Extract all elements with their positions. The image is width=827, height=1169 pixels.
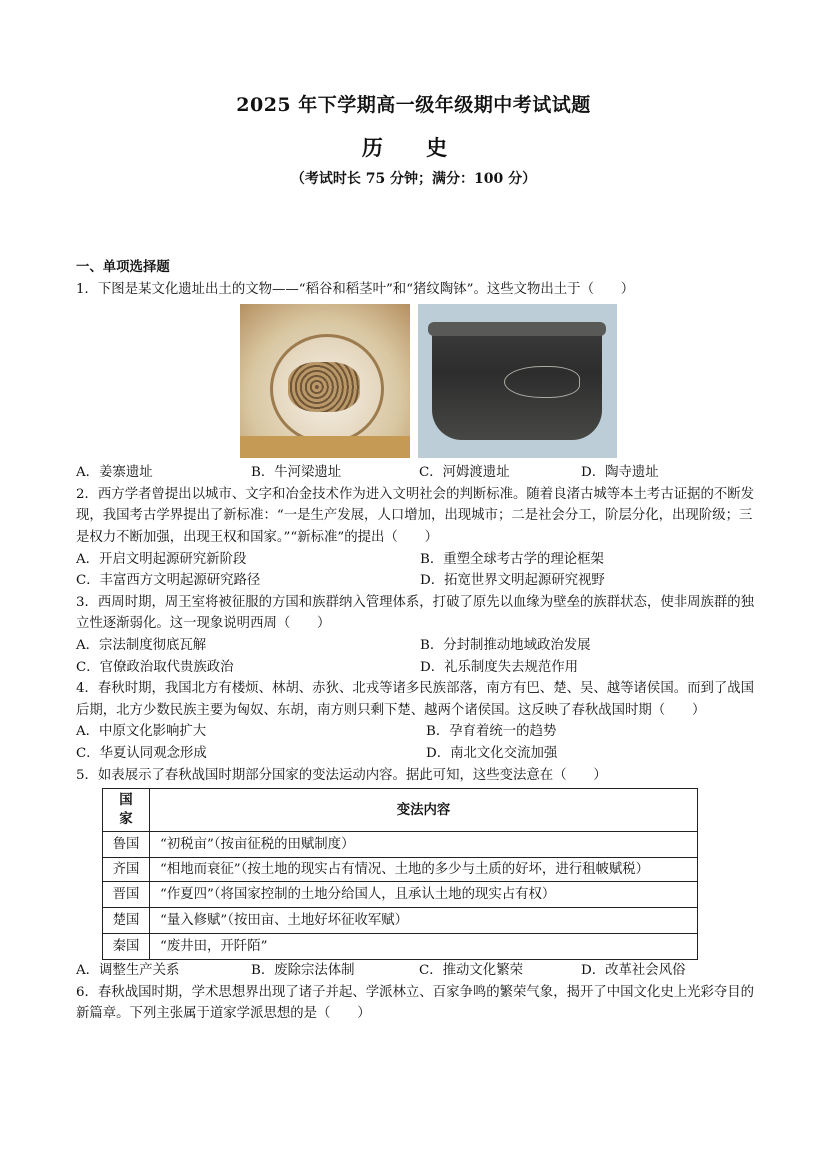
table-row [103, 934, 698, 960]
table-row [103, 832, 698, 858]
table-row [103, 908, 698, 934]
content-cell: “作夏四”（将国家控制的土地分给国人，且承认土地的现实占有权） [150, 882, 698, 908]
question-3-text: 3．西周时期，周王室将被征服的方国和族群纳入管理体系，打破了原先以血缘为壁垒的族群状态，使非周族群的独立性逐渐弱化。这一现象说明西周（ ） [76, 594, 755, 632]
option-d[interactable]: D．改革社会风俗 [581, 963, 686, 979]
rice-grains [288, 362, 360, 412]
option-a[interactable]: A．宗法制度彻底瓦解 [76, 637, 207, 653]
question-4-text: 4．春秋时期，我国北方有楼烦、林胡、赤狄、北戎等诸多民族部落，南方有巴、楚、吴、越等诸侯国。而到了战国后期，北方少数民族主要为匈奴、东胡，南方则只剩下楚、越两个诸侯国。这反映了春秋战国时期（ ） [76, 681, 755, 718]
display-stand [240, 436, 410, 458]
table-row [103, 882, 698, 908]
option-c[interactable]: C．推动文化繁荣 [419, 963, 523, 979]
pig-pattern-bowl-photo [418, 304, 617, 458]
exam-note: （考试时长 75 分钟；满分：100 分） [290, 171, 537, 187]
option-b[interactable]: B．分封制推动地域政治发展 [420, 637, 591, 653]
question-2-options-ab [76, 549, 756, 571]
table-row [103, 858, 698, 882]
question-1-options [76, 462, 756, 484]
option-c[interactable]: C．河姆渡遗址 [419, 465, 510, 481]
question-5-text: 5．如表展示了春秋战国时期部分国家的变法运动内容。据此可知，这些变法意在（ ） [76, 767, 607, 783]
content-cell: “量入修赋”（按田亩、土地好坏征收军赋） [150, 908, 698, 934]
option-a[interactable]: A．开启文明起源研究新阶段 [76, 551, 247, 567]
rice-grain-photo [240, 304, 410, 458]
option-a[interactable]: A．调整生产关系 [76, 963, 180, 979]
option-b[interactable]: B．孕育着统一的趋势 [426, 724, 557, 740]
table-header-row [103, 789, 698, 832]
country-cell: 楚国 [103, 908, 150, 934]
header-country: 国家 [103, 789, 150, 832]
content-cell: “初税亩”（按亩征税的田赋制度） [150, 832, 698, 858]
subject-title: 历 史 [361, 135, 466, 160]
question-3-options-cd [76, 657, 756, 679]
option-b[interactable]: B．废除宗法体制 [251, 963, 355, 979]
question-5-options [76, 960, 756, 982]
country-cell: 齐国 [103, 858, 150, 882]
question-6-text: 6．春秋战国时期，学术思想界出现了诸子并起、学派林立、百家争鸣的繁荣气象，揭开了中国文化史上光彩夺目的新篇章。下列主张属于道家学派思想的是（ ） [76, 984, 755, 1022]
content-cell: “废井田，开阡陌” [150, 934, 698, 960]
option-b[interactable]: B．牛河梁遗址 [251, 465, 342, 481]
option-c[interactable]: C．华夏认同观念形成 [76, 745, 207, 761]
country-cell: 晋国 [103, 882, 150, 908]
question-4-options-cd [76, 743, 756, 765]
bowl-rim [428, 322, 606, 336]
content-cell: “相地而衰征”（按土地的现实占有情况、土地的多少与土质的好坏，进行租帔赋税） [150, 858, 698, 882]
question-2-text: 2．西方学者曾提出以城市、文字和冶金技术作为进入文明社会的判断标准。随着良渚古城等本土考古证据的不断发现，我国考古学界提出了新标准：“一是生产发展，人口增加，出现城市；二是社会分工，阶层分化，出现阶级；三是权力不断加强，出现王权和国家。”“新标准”的提出（ ） [76, 486, 755, 545]
option-c[interactable]: C．丰富西方文明起源研究路径 [76, 573, 261, 589]
pig-pattern [504, 366, 580, 398]
option-c[interactable]: C．官僚政治取代贵族政治 [76, 659, 234, 675]
option-d[interactable]: D．陶寺遗址 [581, 465, 659, 481]
question-4-options-ab [76, 721, 756, 743]
question-content [76, 257, 756, 1025]
option-b[interactable]: B．重塑全球考古学的理论框架 [420, 551, 604, 567]
country-cell: 鲁国 [103, 832, 150, 858]
question-1-figures [240, 304, 756, 458]
option-d[interactable]: D．拓宽世界文明起源研究视野 [420, 573, 605, 589]
reform-table [102, 788, 698, 960]
option-d[interactable]: D．礼乐制度失去规范作用 [420, 659, 579, 675]
option-d[interactable]: D．南北文化交流加强 [426, 745, 558, 761]
exam-title: 2025 年下学期高一级年级期中考试试题 [236, 94, 591, 116]
question-2-options-cd [76, 570, 756, 592]
section-heading: 一、单项选择题 [76, 259, 170, 275]
question-1-text: 1．下图是某文化遗址出土的文物——“稻谷和稻茎叶”和“猪纹陶钵”。这些文物出土于（ ） [76, 281, 635, 297]
country-cell: 秦国 [103, 934, 150, 960]
header-content: 变法内容 [150, 789, 698, 832]
question-3-options-ab [76, 635, 756, 657]
option-a[interactable]: A．中原文化影响扩大 [76, 724, 207, 740]
option-a[interactable]: A．姜寨遗址 [76, 465, 153, 481]
